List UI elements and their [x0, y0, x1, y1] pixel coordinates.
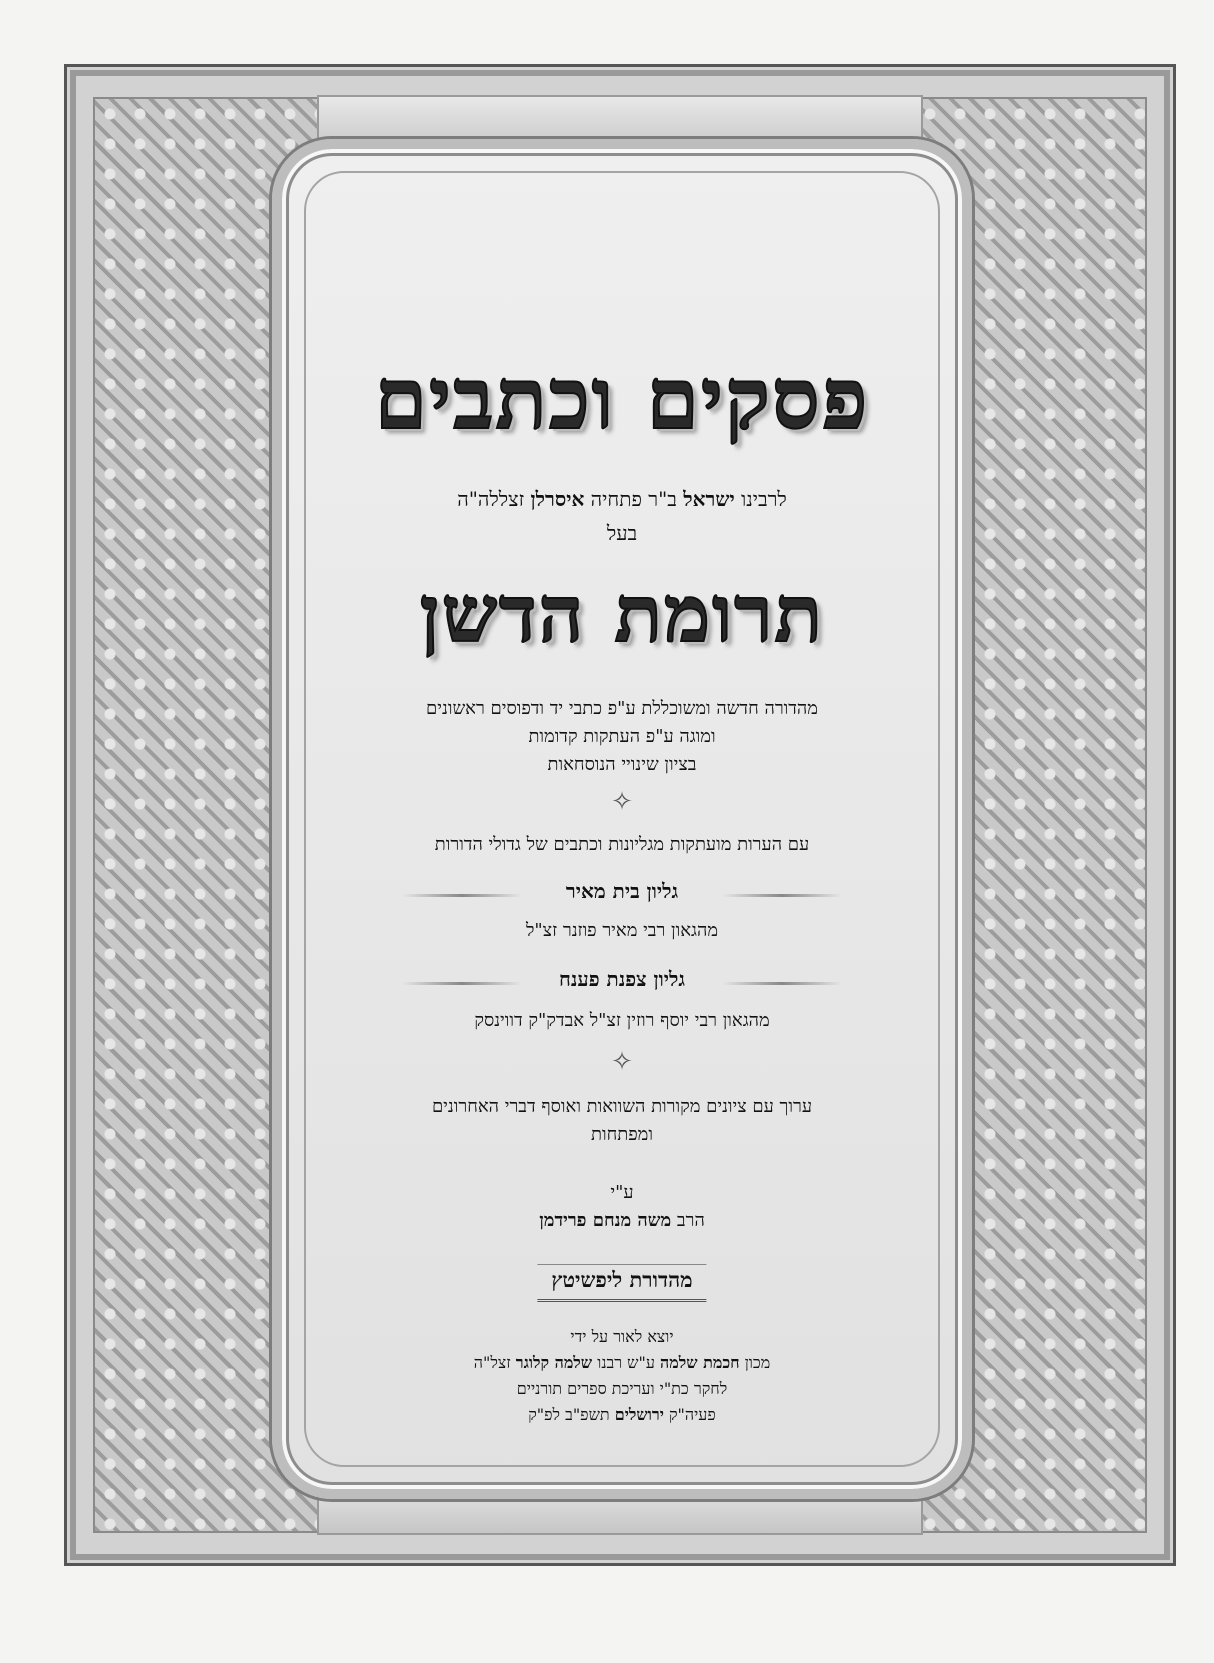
- title-page-frame: [64, 64, 1176, 1566]
- divider-rule: [402, 982, 522, 985]
- book-subtitle: תרומת הדשן: [419, 569, 825, 660]
- edition-name: מהדורת ליפשיטץ: [537, 1264, 706, 1302]
- author-name: ישראל: [683, 487, 735, 511]
- baal-label: בעל: [606, 521, 638, 545]
- notes-intro: עם הערות מועתקות מגליונות וכתבים של גדולי הדורות: [434, 834, 810, 855]
- divider-rule: [722, 982, 842, 985]
- author-line: [282, 487, 962, 511]
- center-panel: [272, 139, 972, 1499]
- publisher-line-3: לחקר כת"י ועריכת ספרים תורניים: [516, 1379, 728, 1398]
- editor-prefix: הרב: [676, 1210, 705, 1231]
- ornament-icon: ✧: [611, 1047, 633, 1077]
- author-surname: איסרלן: [530, 487, 585, 511]
- gilayon1-heading: [282, 879, 962, 909]
- gilayon1-title: גליון בית מאיר: [565, 879, 679, 903]
- editor-line: [282, 1209, 962, 1233]
- book-title: פסקים וכתבים: [374, 349, 870, 448]
- namesake-name: שלמה קלוגר: [515, 1353, 593, 1372]
- arranged-line-2: ומפתחות: [591, 1124, 653, 1145]
- ornament-icon: ✧: [611, 787, 633, 817]
- publisher-line-2a: מכון: [744, 1353, 771, 1372]
- author-mid: ב"ר פתחיה: [590, 487, 677, 511]
- by-label: ע"י: [610, 1182, 634, 1203]
- divider-rule: [402, 894, 522, 897]
- institute-name: חכמת שלמה: [660, 1353, 740, 1372]
- editor-name: משה מנחם פרידמן: [539, 1210, 672, 1231]
- gilayon2-author: מהגאון רבי יוסף רוזין זצ"ל אבדק"ק דווינסק: [474, 1010, 770, 1031]
- publisher-line-2c: ע"ש רבנו: [597, 1353, 655, 1372]
- publisher-line-1: יוצא לאור על ידי: [570, 1327, 674, 1346]
- edition-line-2: ומוגה ע"פ העתקות קדומות: [528, 726, 716, 747]
- title-content: [282, 149, 962, 1489]
- publisher-year: תשפ"ב לפ"ק: [528, 1405, 610, 1424]
- divider-rule: [722, 894, 842, 897]
- author-suffix: זצללה"ה: [457, 487, 525, 511]
- city-name: ירושלים: [614, 1405, 664, 1424]
- gilayon2-title: גליון צפנת פענח: [559, 967, 685, 991]
- author-prefix: לרבינו: [741, 487, 787, 511]
- gilayon2-heading: [282, 967, 962, 997]
- edition-line-1: מהדורה חדשה ומשוכללת ע"פ כתבי יד ודפוסים ראשונים: [426, 698, 818, 719]
- gilayon1-author: מהגאון רבי מאיר פוזנר זצ"ל: [525, 920, 718, 941]
- publisher-line-4: [282, 1403, 962, 1427]
- publisher-line-2: [282, 1351, 962, 1375]
- edition-line-3: בציון שינויי הנוסחאות: [547, 754, 697, 775]
- publisher-line-2e: זצל"ה: [473, 1353, 511, 1372]
- publisher-line-4a: פעיה"ק: [668, 1405, 716, 1424]
- arranged-line-1: ערוך עם ציונים מקורות השוואות ואוסף דברי האחרונים: [431, 1096, 813, 1117]
